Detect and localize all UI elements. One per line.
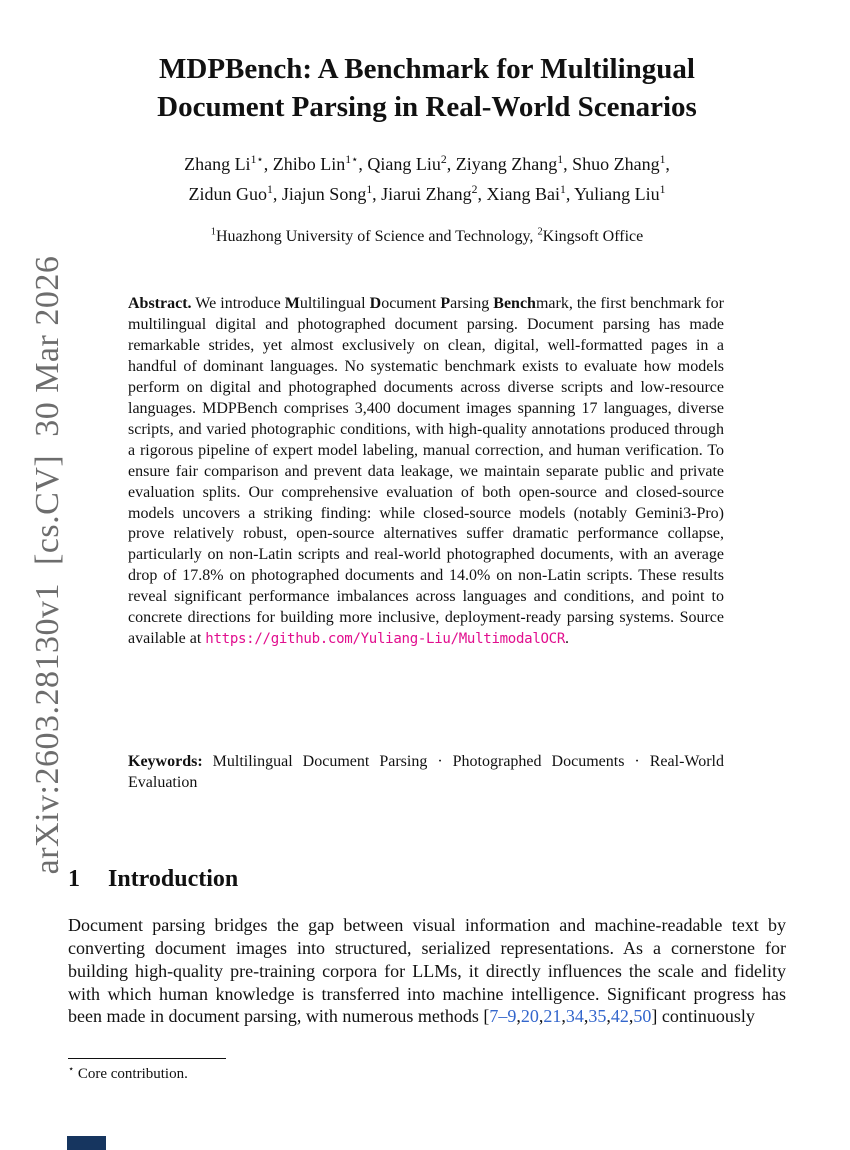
section-title: Introduction [108, 866, 239, 892]
abstract: Abstract. We introduce Multilingual Document Parsing Benchmark, the first benchmark for multilingual digital and photographed document parsing. Document parsing has made remarkable strides, yet almost exclusively on clean, digital, well-formatted pages in a handful of dominant languages. No systematic benchmark exists to evaluate how models perform on digital and photographed documents across diverse scripts and low-resource languages. MDPBench comprises 3,400 document images spanning 17 languages, diverse scripts, and varied photographic conditions, with high-quality annotations produced through a rigorous pipeline of expert model labeling, manual correction, and human verification. To ensure fair comparison and prevent data leakage, we maintain separate public and private evaluation splits. Our comprehensive evaluation of both open-source and closed-source models uncovers a striking finding: while closed-source models (notably Gemini3-Pro) prove relatively robust, open-source alternatives suffer dramatic performance collapse, particularly on non-Latin scripts and real-world photographed documents, with an average drop of 17.8% on photographed documents and 14.0% on non-Latin scripts. These results reveal significant performance imbalances across languages and conditions, and point to concrete directions for building more inclusive, deployment-ready parsing systems. Source available at https://github.com/Yuliang-Liu/MultimodalOCR. [128, 295, 725, 648]
keywords: Keywords: Multilingual Document Parsing · Photographed Documents · Real-World Evaluation [128, 753, 724, 791]
section-heading-introduction [68, 866, 786, 893]
citation[interactable]: 7–9 [489, 1006, 517, 1027]
arxiv-sidebar-label: arXiv:2603.28130v1 [cs.CV] 30 Mar 2026 [29, 255, 66, 875]
footnote-rule [68, 1058, 226, 1059]
citation[interactable]: 21 [543, 1006, 562, 1027]
citation[interactable]: 42 [610, 1006, 629, 1027]
affiliations: $^1$Huazhong University of Science and Technology, $^2$Kingsoft Office [210, 226, 644, 245]
page-title [68, 50, 786, 127]
cropped-figure-fragment [67, 1136, 106, 1150]
citation[interactable]: 34 [565, 1006, 584, 1027]
footnote-text: ⋆ Core contribution. [68, 1064, 188, 1082]
page-title-text: MDPBench: A Benchmark for Multilingual Document Parsing in Real-World Scenarios [157, 53, 697, 124]
author-list: Zhang $Li^{1⋆}$, Zhibo Lin$^{1⋆}$, Qiang Liu$^2$, Ziyang Zhang$^1$, Shuo Zhang$^1$, Zidun Guo$^1$, Jiajun Song$^1$, Jiarui Zhang$^2$, Xiang Bai$^1$, Yuliang Liu$^1$ [184, 153, 670, 204]
citation[interactable]: 50 [633, 1006, 652, 1027]
citation[interactable]: 20 [520, 1006, 539, 1027]
github-link[interactable]: https://github.com/Yuliang-Liu/MultimodalOCR [205, 631, 566, 648]
footnote [68, 1058, 786, 1083]
introduction-paragraph: Document parsing bridges the gap between visual information and machine-readable text by converting document images into structured, serialized representations. As a cornerstone for building high-quality pre-training corpora for LLMs, it directly influences the scale and fidelity with which human knowledge is transferred into machine intelligence. Significant progress has been made in document parsing, with numerous methods [7–9,20,21,34,35,42,50] continuously [68, 915, 786, 1027]
section-number: 1 [68, 866, 80, 892]
citation[interactable]: 35 [588, 1006, 607, 1027]
